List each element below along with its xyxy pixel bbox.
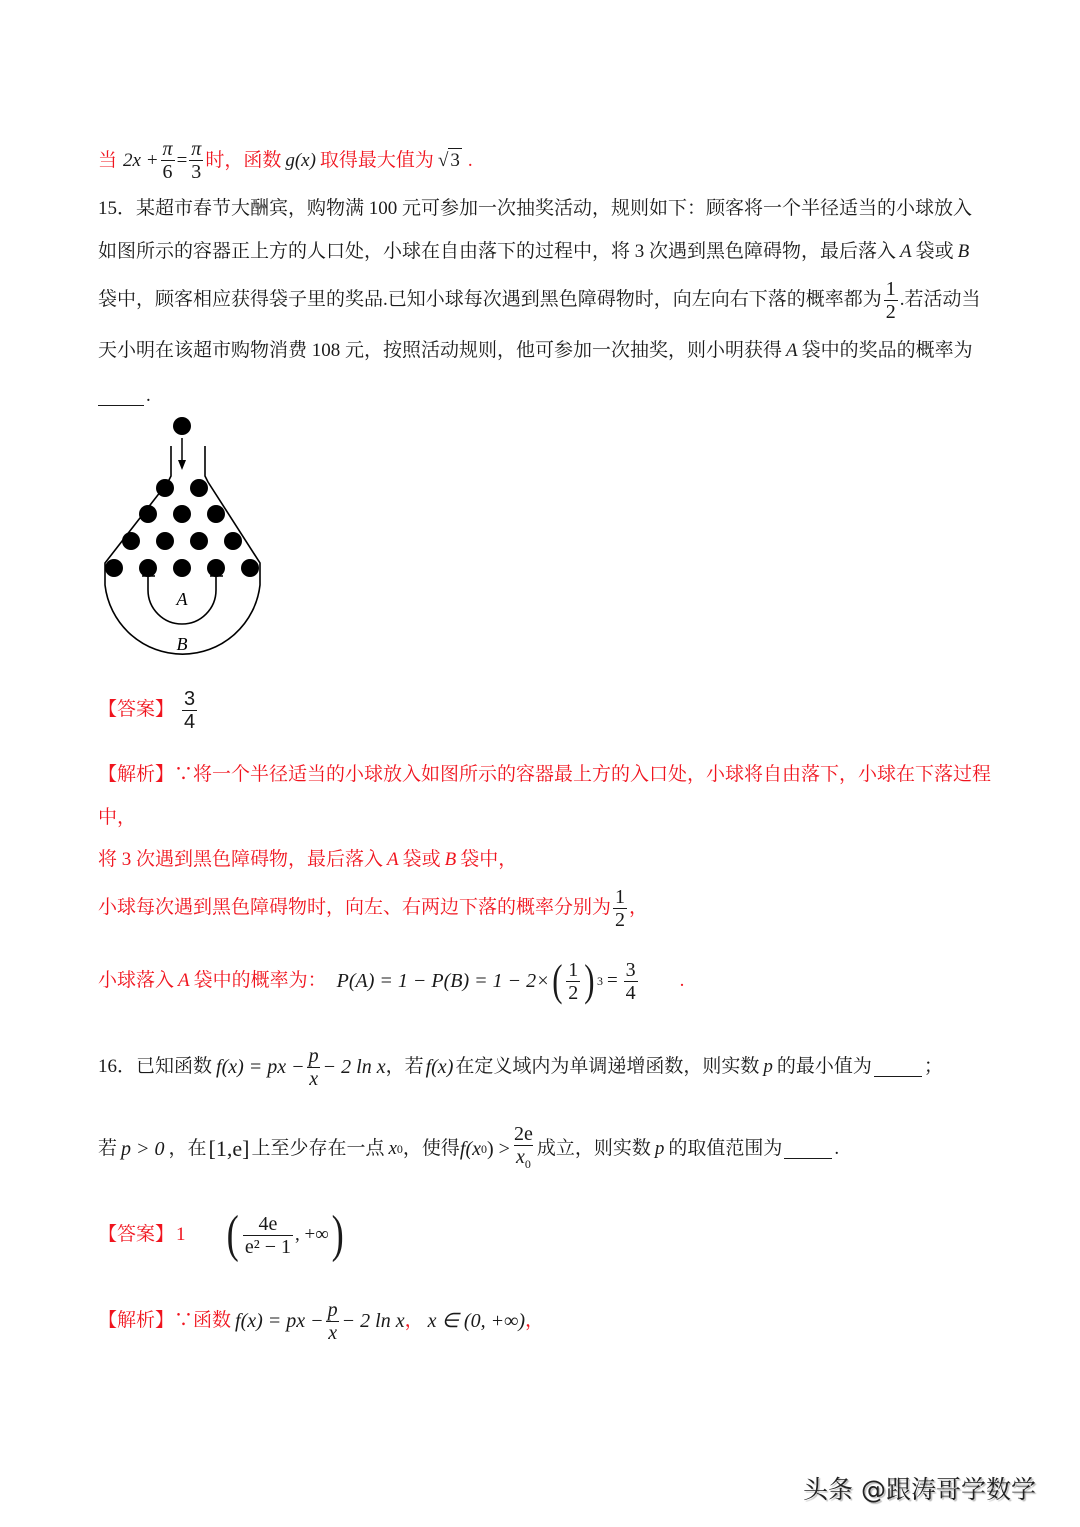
answer-label: 【答案】 [98, 699, 175, 720]
fraction: $\frac{1}{2}$ [615, 885, 626, 931]
answer-blank [874, 1058, 922, 1077]
fraction: $\frac{3}{4}$ [625, 958, 636, 1004]
text: 时，函数 [205, 149, 282, 171]
text: 取得最大值为 [319, 149, 434, 171]
text: 当 [98, 149, 118, 171]
answer-fraction: $\frac{4e}{\text{e² − 1}}$ [244, 1212, 291, 1258]
falling-ball-icon [173, 417, 191, 435]
sqrt-expr: √ 3 [437, 150, 460, 171]
equals: = [176, 149, 188, 171]
q15-analysis-line-1: 【解析】 ∵将一个半径适当的小球放入如图所示的容器最上方的入口处，小球将自由落下，小球在下落过程 [98, 764, 992, 785]
answer-label: 【答案】 [98, 1224, 175, 1245]
q15-line-2: 如图所示的容器正上方的人口处，小球在自由落下的过程中，将 3 次遇到黑色障碍物，最后落入 A 袋或 B [98, 241, 970, 262]
fraction: $\frac{p}{x}$ [327, 1298, 338, 1344]
q16-answer: 【答案】 1 ( $\frac{4e}{\text{e² − 1}}$ , +∞ ) [98, 1206, 344, 1263]
fraction: $\frac{1}{2}$ [885, 277, 896, 323]
q15-answer [98, 688, 199, 732]
q16-analysis-line-1: 【解析】 ∵函数 f(x) = px − $\frac{p}{x}$ − 2 ln x ， x ∈ (0, +∞) ， [98, 1298, 544, 1344]
q16-line-2: 若 p > 0 ，在 [1,e] 上至少存在一点 x 0 ，使得 f(x 0 ) > $\frac{2e}{x_0}$ 成立，则实数 p 的取值范围为 . [98, 1124, 839, 1174]
math-expr: 2x + [123, 149, 159, 171]
answer-blank [98, 387, 144, 406]
fraction: $\frac{1}{2}$ [568, 958, 579, 1004]
q15-line-3: 袋中，顾客相应获得袋子里的奖品.已知小球每次遇到黑色障碍物时，向左向右下落的概率都为 $\frac{1}{2}$ .若活动当 [98, 277, 981, 323]
radical-sign: √ [437, 150, 449, 171]
answer-fraction: $\frac{3}{4}$ [184, 687, 196, 733]
galton-container-figure [100, 410, 270, 670]
q15-analysis-line-3: 将 3 次遇到黑色障碍物，最后落入 A 袋或 B 袋中， [98, 849, 518, 870]
q16-line-1: 16．已知函数 f(x) = px − $\frac{p}{x}$ − 2 ln x ，若 f(x) 在定义域内为单调递增函数，则实数 p 的最小值为 ； [98, 1044, 943, 1090]
q15-analysis-line-2: 中， [98, 807, 137, 828]
q15-line-4: 天小明在该超市购物消费 108 元，按照活动规则，他可参加一次抽奖，则小明获得 A 袋中的奖品的概率为 [98, 340, 973, 361]
analysis-label: 【解析】 [98, 764, 175, 785]
fraction: $\frac{p}{x}$ [308, 1044, 319, 1090]
bag-a-label: A [176, 589, 188, 609]
arrow-down-icon [178, 460, 186, 470]
q15-line-1: 15．某超市春节大酬宾，购物满 100 元可参加一次抽奖活动，规则如下：顾客将一个半径适当的小球放入 [98, 198, 973, 219]
fraction: $\frac{\pi}{6}$ [162, 138, 173, 183]
q15-line-5: . [98, 384, 151, 408]
fraction: $\frac{\pi}{3}$ [191, 138, 202, 183]
analysis-label: 【解析】 [98, 1310, 175, 1331]
q15-analysis-line-5: 小球落入 A 袋中的概率为： P(A) = 1 − P(B) = 1 − 2× ( $\frac{1}{2}$ ) 3 = $\frac{3}{4}$ . [98, 956, 685, 1005]
prev-solution-line: 当 2x + $\frac{\pi}{6}$ = $\frac{\pi}{3}$ 时，函数 g(x) 取得最大值为 √ 3 . [98, 138, 473, 183]
math-expr: g(x) [285, 149, 316, 171]
answer-value-1: 1 [176, 1224, 186, 1245]
fraction: $\frac{2e}{x_0}$ [512, 1123, 535, 1175]
answer-blank [784, 1140, 832, 1159]
q15-analysis-line-4: 小球每次遇到黑色障碍物时，向左、右两边下落的概率分别为 $\frac{1}{2}$ ， [98, 885, 649, 931]
bag-b-label: B [176, 634, 188, 654]
probability-expr: P(A) = 1 − P(B) = 1 − 2× [336, 970, 550, 992]
obstacle-pegs [105, 479, 259, 577]
watermark: 头条 @跟涛哥学数学 [803, 1475, 1036, 1504]
